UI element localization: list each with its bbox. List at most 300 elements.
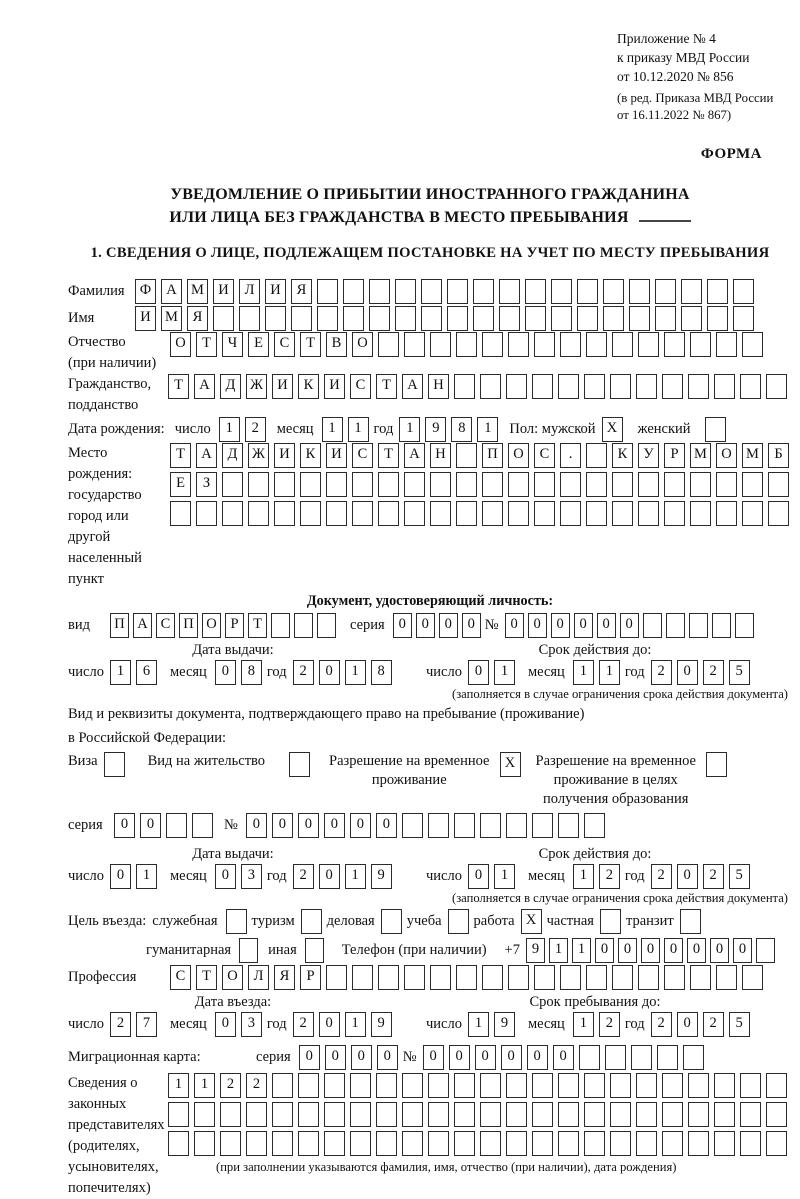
char-cell: Ж [246, 374, 267, 399]
char-cell: А [196, 443, 217, 468]
char-cell [681, 306, 702, 331]
char-cell: 0 [551, 613, 570, 638]
char-cell [404, 965, 425, 990]
char-cell [326, 501, 347, 526]
char-cell: Т [248, 613, 267, 638]
char-cell [352, 965, 373, 990]
char-cell: 1 [345, 660, 366, 685]
validity-note: (заполняется в случае ограничения срока действия документа) [452, 891, 788, 905]
char-cell: К [612, 443, 633, 468]
char-cell [289, 752, 310, 777]
char-cell [664, 472, 685, 497]
char-cell [222, 472, 243, 497]
char-cell [525, 279, 546, 304]
char-cell: С [352, 443, 373, 468]
representatives-cell-rows [168, 1073, 792, 1175]
char-cell [612, 965, 633, 990]
char-cell: И [265, 279, 286, 304]
char-cell [690, 332, 711, 357]
char-cell [378, 501, 399, 526]
issue-day-cells [110, 864, 162, 889]
char-cell: С [156, 613, 175, 638]
residence-doc-intro1: Вид и реквизиты документа, подтверждающего право на пребывание (проживание) [68, 706, 585, 722]
edu-permit-label [536, 752, 696, 809]
char-cell: 0 [272, 813, 293, 838]
char-cell [317, 306, 338, 331]
char-cell [534, 332, 555, 357]
representatives-label-line: (родителях, [68, 1138, 140, 1154]
char-cell [584, 1073, 605, 1098]
identity-issue-block [68, 641, 792, 702]
char-cell [317, 613, 336, 638]
day-label: число [426, 868, 462, 884]
char-cell [532, 374, 553, 399]
char-cell: С [274, 332, 295, 357]
char-cell [638, 472, 659, 497]
year-label: год [266, 1016, 287, 1032]
day-label: число [426, 1016, 462, 1032]
profession-row [68, 964, 792, 991]
char-cell: 8 [371, 660, 392, 685]
char-cell: 1 [494, 660, 515, 685]
char-cell: 2 [703, 1012, 724, 1037]
char-cell [404, 472, 425, 497]
char-cell [402, 1131, 423, 1156]
purpose-row [68, 908, 792, 935]
char-cell [742, 965, 763, 990]
char-cell: 0 [423, 1045, 444, 1070]
char-cell [714, 1073, 735, 1098]
char-cell [482, 501, 503, 526]
patronymic-cells [170, 332, 768, 357]
annex-line: к приказу МВД России [617, 49, 750, 65]
char-cell [376, 1073, 397, 1098]
char-cell: М [161, 306, 182, 331]
char-cell [265, 306, 286, 331]
char-cell: X [521, 909, 542, 934]
migration-series-label: серия [256, 1049, 291, 1065]
char-cell [558, 374, 579, 399]
char-cell: 5 [729, 660, 750, 685]
name-label: Имя [68, 310, 95, 326]
char-cell: 0 [246, 813, 267, 838]
phone-prefix: +7 [504, 942, 520, 958]
char-cell [612, 472, 633, 497]
char-cell [532, 1102, 553, 1127]
char-cell: Д [220, 374, 241, 399]
char-cell [226, 909, 247, 934]
title-blank-line [639, 208, 691, 222]
char-cell [600, 909, 621, 934]
edu-permit-label-line2: проживание в целях [553, 772, 678, 788]
char-cell [603, 306, 624, 331]
entry-year-cells [293, 1012, 397, 1037]
char-cell: 0 [215, 864, 236, 889]
char-cell [430, 501, 451, 526]
char-cell [192, 813, 213, 838]
char-cell: П [482, 443, 503, 468]
char-cell [584, 374, 605, 399]
residence-options-row [68, 752, 792, 809]
edu-permit-option [536, 752, 732, 809]
char-cell: О [508, 443, 529, 468]
char-cell: 2 [246, 1073, 267, 1098]
char-cell: Я [274, 965, 295, 990]
char-cell [326, 965, 347, 990]
char-cell [638, 965, 659, 990]
citizenship-label [68, 374, 168, 416]
char-cell [766, 1073, 787, 1098]
char-cell [740, 374, 761, 399]
phone-label: Телефон (при наличии) [341, 942, 487, 958]
month-label: месяц [169, 1016, 207, 1032]
temp-permit-label [329, 752, 489, 790]
entry-month-cells [215, 1012, 267, 1037]
temp-permit-label-line1: Разрешение на временное [329, 753, 490, 769]
char-cell [456, 332, 477, 357]
char-cell [688, 1073, 709, 1098]
char-cell: 0 [597, 613, 616, 638]
char-cell: Ж [248, 443, 269, 468]
month-label: месяц [169, 664, 207, 680]
valid-year-cells [651, 660, 755, 685]
char-cell [480, 1073, 501, 1098]
char-cell [586, 965, 607, 990]
valid-until-heading: Срок действия до: [538, 642, 652, 658]
char-cell [194, 1131, 215, 1156]
char-cell: 0 [687, 938, 706, 963]
char-cell [508, 472, 529, 497]
char-cell [274, 501, 295, 526]
char-cell [473, 279, 494, 304]
char-cell: 1 [168, 1073, 189, 1098]
birth-date-label: Дата рождения: [68, 421, 165, 437]
migration-card-row [68, 1044, 792, 1071]
annex-line: от 10.12.2020 № 856 [617, 68, 734, 84]
char-cell [551, 306, 572, 331]
birth-place-cells-row1 [170, 443, 794, 468]
char-cell [586, 332, 607, 357]
char-cell [584, 1102, 605, 1127]
char-cell: О [202, 613, 221, 638]
residence-permit-option [148, 752, 315, 777]
representatives-cells-row3 [168, 1131, 792, 1156]
residence-issue-block [68, 845, 792, 906]
temp-permit-label-line2: проживание [371, 772, 447, 788]
char-cell [636, 374, 657, 399]
char-cell [448, 909, 469, 934]
char-cell [680, 909, 701, 934]
char-cell: 0 [416, 613, 435, 638]
char-cell: 0 [377, 1045, 398, 1070]
char-cell [664, 965, 685, 990]
char-cell [294, 613, 313, 638]
char-cell [742, 472, 763, 497]
char-cell: 3 [241, 1012, 262, 1037]
representatives-label-line: Сведения о [68, 1075, 138, 1091]
year-label: год [624, 664, 645, 680]
char-cell [404, 332, 425, 357]
sex-female-checkbox [705, 417, 731, 442]
visa-label: Виза [68, 753, 98, 769]
char-cell [508, 501, 529, 526]
char-cell: Н [428, 374, 449, 399]
char-cell [655, 306, 676, 331]
char-cell [586, 501, 607, 526]
purpose-humanitarian-checkbox [239, 938, 262, 963]
char-cell [683, 1045, 704, 1070]
char-cell [402, 1073, 423, 1098]
char-cell [560, 965, 581, 990]
annex-header [617, 30, 773, 124]
char-cell [766, 1102, 787, 1127]
purpose-business-checkbox [381, 909, 407, 934]
char-cell: 2 [651, 864, 672, 889]
char-cell [317, 279, 338, 304]
char-cell: 0 [468, 864, 489, 889]
char-cell: А [404, 443, 425, 468]
char-cell: 1 [468, 1012, 489, 1037]
char-cell [689, 613, 708, 638]
residence-permit-label: Вид на жительство [147, 753, 266, 769]
temp-permit-option [329, 752, 525, 790]
surname-row [68, 278, 792, 305]
char-cell [733, 306, 754, 331]
char-cell: 0 [140, 813, 161, 838]
char-cell: 1 [345, 1012, 366, 1037]
citizenship-row [68, 374, 792, 416]
char-cell [170, 501, 191, 526]
char-cell: 2 [599, 1012, 620, 1037]
char-cell [525, 306, 546, 331]
char-cell [688, 374, 709, 399]
month-label: месяц [169, 868, 207, 884]
char-cell: 0 [641, 938, 660, 963]
char-cell: А [402, 374, 423, 399]
char-cell [454, 1073, 475, 1098]
char-cell [222, 501, 243, 526]
edu-permit-label-line1: Разрешение на временное [535, 753, 696, 769]
doc-kind-label: вид [68, 617, 90, 633]
purpose-label: Цель въезда: [68, 913, 147, 929]
char-cell [213, 306, 234, 331]
char-cell [454, 1102, 475, 1127]
char-cell: 0 [110, 864, 131, 889]
migration-series-cells [299, 1045, 403, 1070]
birth-place-row [68, 443, 792, 590]
char-cell [428, 813, 449, 838]
char-cell: 0 [351, 1045, 372, 1070]
char-cell [248, 501, 269, 526]
char-cell [220, 1102, 241, 1127]
char-cell: 0 [620, 613, 639, 638]
birth-year-label: год [373, 421, 394, 437]
char-cell: Е [248, 332, 269, 357]
char-cell [742, 332, 763, 357]
char-cell [662, 1102, 683, 1127]
issue-month-cells [215, 660, 267, 685]
char-cell [662, 374, 683, 399]
char-cell: С [350, 374, 371, 399]
char-cell: 2 [245, 417, 266, 442]
char-cell: Б [768, 443, 789, 468]
char-cell [499, 279, 520, 304]
form-title-line1: УВЕДОМЛЕНИЕ О ПРИБЫТИИ ИНОСТРАННОГО ГРАЖДАНИНА [170, 186, 690, 203]
section1-heading: 1. СВЕДЕНИЯ О ЛИЦЕ, ПОДЛЕЖАЩЕМ ПОСТАНОВКЕ НА УЧЕТ ПО МЕСТУ ПРЕБЫВАНИЯ [90, 245, 770, 261]
char-cell [716, 965, 737, 990]
char-cell: 0 [528, 613, 547, 638]
char-cell: 2 [293, 1012, 314, 1037]
char-cell [326, 472, 347, 497]
purpose-tourism-checkbox [301, 909, 327, 934]
year-label: год [266, 868, 287, 884]
name-row [68, 305, 792, 332]
representatives-label [68, 1073, 168, 1199]
char-cell [714, 1131, 735, 1156]
char-cell [664, 332, 685, 357]
issue-month-cells [215, 864, 267, 889]
char-cell [378, 472, 399, 497]
char-cell: 0 [393, 613, 412, 638]
char-cell: 1 [477, 417, 498, 442]
char-cell [733, 279, 754, 304]
purpose-work-checkbox [521, 909, 547, 934]
char-cell: Р [300, 965, 321, 990]
char-cell [376, 1102, 397, 1127]
char-cell [584, 1131, 605, 1156]
char-cell: 2 [703, 864, 724, 889]
char-cell [766, 1131, 787, 1156]
birth-date-row [68, 416, 792, 443]
birth-year-cells [399, 417, 503, 442]
char-cell [506, 1073, 527, 1098]
char-cell: 0 [677, 660, 698, 685]
char-cell [482, 332, 503, 357]
char-cell [324, 1102, 345, 1127]
char-cell [291, 306, 312, 331]
month-label: месяц [527, 664, 565, 680]
char-cell [369, 306, 390, 331]
char-cell: 1 [494, 864, 515, 889]
char-cell [395, 279, 416, 304]
char-cell [716, 332, 737, 357]
char-cell: 1 [110, 660, 131, 685]
char-cell [636, 1102, 657, 1127]
char-cell [300, 501, 321, 526]
char-cell: Ф [135, 279, 156, 304]
purpose-option-label: деловая [326, 913, 375, 929]
sex-male-checkbox [602, 417, 628, 442]
birth-place-label-line: населенный пункт [68, 550, 142, 587]
char-cell: 9 [526, 938, 545, 963]
char-cell [421, 279, 442, 304]
doc-series-cells [393, 613, 485, 638]
entry-day-cells [110, 1012, 162, 1037]
temp-permit-checkbox [500, 752, 526, 777]
annex-subline: (в ред. Приказа МВД России [617, 90, 774, 105]
valid-until-heading: Срок действия до: [538, 846, 652, 862]
char-cell: Т [378, 443, 399, 468]
char-cell [577, 279, 598, 304]
doc-number-label: № [484, 617, 499, 633]
char-cell: С [170, 965, 191, 990]
char-cell [482, 472, 503, 497]
char-cell: Т [196, 965, 217, 990]
birth-place-label-line: государство [68, 487, 142, 503]
char-cell: 1 [322, 417, 343, 442]
char-cell: М [690, 443, 711, 468]
char-cell [350, 1131, 371, 1156]
char-cell: X [602, 417, 623, 442]
char-cell [271, 613, 290, 638]
char-cell [643, 613, 662, 638]
char-cell: 0 [595, 938, 614, 963]
char-cell: Т [168, 374, 189, 399]
migration-card-label: Миграционная карта: [68, 1049, 201, 1065]
residence-number-label: № [224, 817, 238, 833]
char-cell: Л [239, 279, 260, 304]
char-cell [716, 501, 737, 526]
char-cell [300, 472, 321, 497]
char-cell: М [187, 279, 208, 304]
char-cell: 7 [136, 1012, 157, 1037]
char-cell [740, 1073, 761, 1098]
char-cell: 1 [573, 1012, 594, 1037]
year-label: год [624, 868, 645, 884]
char-cell: Д [222, 443, 243, 468]
char-cell [298, 1131, 319, 1156]
char-cell: 0 [733, 938, 752, 963]
char-cell [272, 1073, 293, 1098]
char-cell: 0 [299, 1045, 320, 1070]
char-cell [706, 752, 727, 777]
char-cell [584, 813, 605, 838]
char-cell: 1 [549, 938, 568, 963]
purpose-official-checkbox [226, 909, 252, 934]
char-cell [768, 501, 789, 526]
stay-until-heading: Срок пребывания до: [529, 994, 661, 1010]
char-cell [506, 813, 527, 838]
char-cell [690, 501, 711, 526]
surname-label: Фамилия [68, 283, 125, 299]
char-cell [428, 1131, 449, 1156]
char-cell [168, 1131, 189, 1156]
char-cell [421, 306, 442, 331]
char-cell [756, 938, 775, 963]
char-cell: С [534, 443, 555, 468]
char-cell [612, 332, 633, 357]
stay-year-cells [651, 1012, 755, 1037]
valid-day-cells [468, 864, 520, 889]
char-cell [657, 1045, 678, 1070]
patronymic-label-line1: Отчество [68, 334, 126, 350]
char-cell: П [179, 613, 198, 638]
char-cell [248, 472, 269, 497]
char-cell [560, 501, 581, 526]
char-cell: 0 [677, 864, 698, 889]
surname-cells [135, 279, 759, 304]
char-cell [350, 1073, 371, 1098]
char-cell [610, 1073, 631, 1098]
char-cell: 1 [572, 938, 591, 963]
char-cell [272, 1102, 293, 1127]
char-cell [246, 1102, 267, 1127]
char-cell: Ч [222, 332, 243, 357]
valid-day-cells [468, 660, 520, 685]
char-cell: Е [170, 472, 191, 497]
char-cell: 1 [194, 1073, 215, 1098]
patronymic-label-line2: (при наличии) [68, 355, 157, 371]
